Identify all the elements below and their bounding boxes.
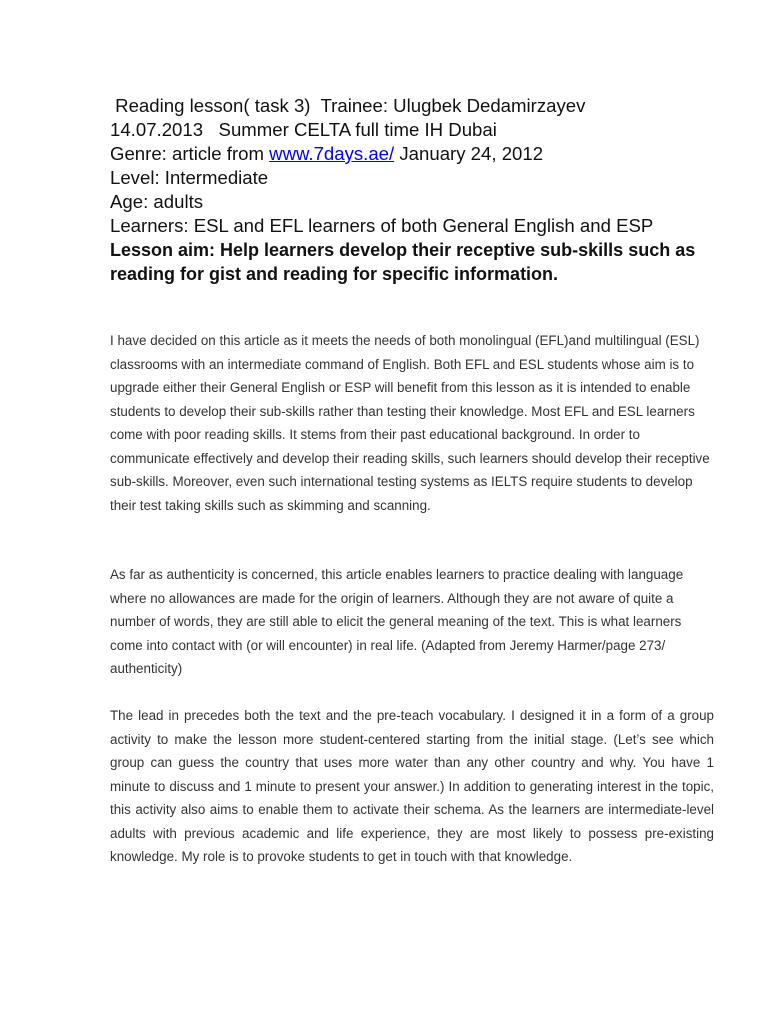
genre-date: January 24, 2012 [394, 143, 544, 164]
genre-line [110, 142, 730, 166]
paragraph-lead-in: The lead in precedes both the text and the pre-teach vocabulary. I designed it in a form of a group activity to make the lesson more student-centered starting from the initial stage. (Let’s see which group can guess the country that uses more water than any other country and why. You have 1 minute to discuss and 1 minute to present your answer.) In addition to generating interest in the topic, this activity also aims to enable them to activate their schema. As the learners are intermediate-level adults with previous academic and life experience, they are most likely to possess pre-existing knowledge. My role is to provoke students to get in touch with that knowledge. [110, 708, 714, 864]
date-line: 14.07.2013 Summer CELTA full time IH Dubai [110, 119, 497, 140]
paragraph-article-choice: I have decided on this article as it meets the needs of both monolingual (EFL)and multilingual (ESL) classrooms with an intermediate command of English. Both EFL and ESL students whose aim is to upgrade either their General English or ESP will benefit from this lesson as it is intended to enable students to develop their sub-skills rather than testing their knowledge. Most EFL and ESL learners come with poor reading skills. It stems from their past educational background. In order to communicate effectively and develop their reading skills, such learners should develop their receptive sub-skills. Moreover, even such international testing systems as IELTS require students to develop their test taking skills such as skimming and scanning. [110, 333, 710, 513]
learners-line: Learners: ESL and EFL learners of both General English and ESP [110, 215, 654, 236]
age-line: Age: adults [110, 191, 204, 212]
level-line: Level: Intermediate [110, 167, 269, 188]
title-line: Reading lesson( task 3) Trainee: Ulugbek Dedamirzayev [110, 95, 586, 116]
source-link[interactable]: www.7days.ae/ [269, 143, 395, 164]
lesson-aim: Lesson aim: Help learners develop their receptive sub-skills such as reading for gist and reading for specific information. [110, 240, 696, 284]
lesson-header [110, 94, 730, 286]
paragraph-authenticity: As far as authenticity is concerned, this article enables learners to practice dealing with language where no allowances are made for the origin of learners. Although they are not aware of quite a number of words, they are still able to elicit the general meaning of the text. This is what learners come into contact with (or will encounter) in real life. (Adapted from Jeremy Harmer/page 273/ authenticity) [110, 567, 684, 676]
genre-prefix: Genre: article from [110, 143, 270, 164]
